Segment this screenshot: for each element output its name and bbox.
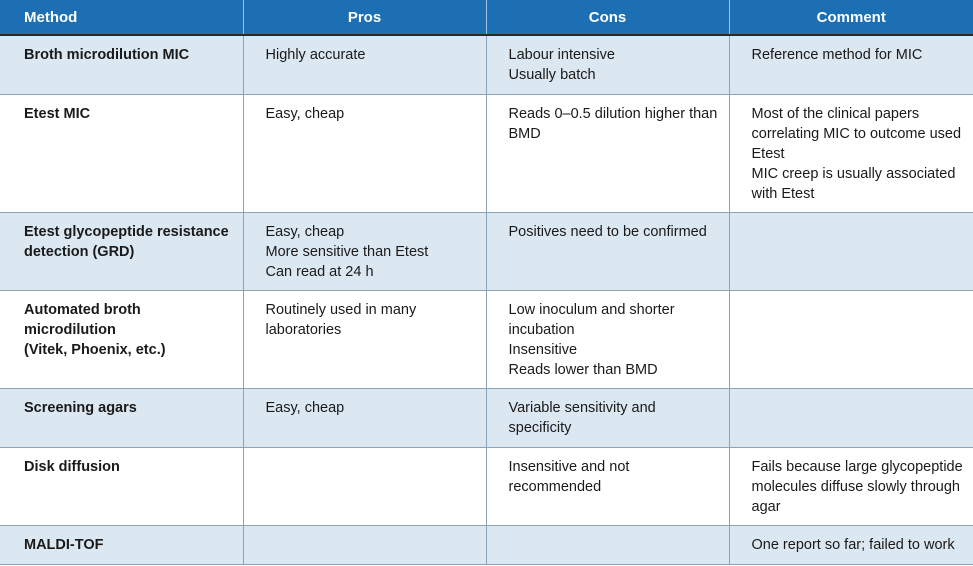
comment-cell <box>729 290 973 388</box>
table-row <box>0 388 973 447</box>
comment-text: correlating MIC to outcome used <box>751 125 962 142</box>
cons-text: incubation <box>508 321 575 338</box>
cons-text: recommended <box>508 478 602 495</box>
method-text: Etest glycopeptide resistance <box>24 223 229 240</box>
pros-text: laboratories <box>265 321 342 338</box>
comment-cell <box>729 212 973 290</box>
table-row <box>0 212 973 290</box>
comment-text: Most of the clinical papers <box>751 105 920 122</box>
comment-text: One report so far; failed to work <box>751 536 955 553</box>
pros-text: Easy, cheap <box>265 223 345 240</box>
method-cell <box>0 35 243 94</box>
header-method: Method <box>0 0 243 35</box>
method-text: Screening agars <box>24 399 137 416</box>
comment-text: Fails because large glycopeptide <box>751 458 963 475</box>
comment-cell <box>729 94 973 212</box>
cons-text: BMD <box>508 125 541 142</box>
pros-text: Highly accurate <box>265 47 366 63</box>
comment-text: Reference method for MIC <box>751 47 923 63</box>
pros-text: Easy, cheap <box>265 105 345 122</box>
cons-text: Positives need to be confirmed <box>508 223 707 240</box>
cons-text: specificity <box>508 419 572 436</box>
cons-text: Labour intensive <box>508 47 615 63</box>
method-cell <box>0 525 243 564</box>
method-text: (Vitek, Phoenix, etc.) <box>24 341 166 358</box>
header-cons: Cons <box>486 0 729 35</box>
table-header <box>0 0 973 35</box>
method-text: Etest MIC <box>24 105 91 122</box>
table-row <box>0 35 973 94</box>
method-cell <box>0 94 243 212</box>
pros-text: Easy, cheap <box>265 399 345 416</box>
header-pros: Pros <box>243 0 486 35</box>
method-text: Automated broth microdilution <box>24 301 141 338</box>
table-body <box>0 35 973 564</box>
table-row <box>0 290 973 388</box>
method-cell <box>0 388 243 447</box>
pros-text: More sensitive than Etest <box>265 243 429 260</box>
cons-cell <box>486 525 729 564</box>
method-text: Disk diffusion <box>24 458 120 475</box>
cons-cell <box>486 447 729 525</box>
cons-text: Reads 0–0.5 dilution higher than <box>508 105 718 122</box>
comment-cell <box>729 525 973 564</box>
cons-text: Variable sensitivity and <box>508 399 656 416</box>
comment-text: Etest <box>751 145 785 162</box>
method-text: Broth microdilution MIC <box>24 47 190 63</box>
method-text: detection (GRD) <box>24 243 135 260</box>
pros-cell <box>243 447 486 525</box>
comment-cell <box>729 388 973 447</box>
cons-cell <box>486 388 729 447</box>
pros-cell <box>243 290 486 388</box>
method-cell <box>0 447 243 525</box>
comment-text: molecules diffuse slowly through <box>751 478 960 495</box>
cons-text: Reads lower than BMD <box>508 361 658 378</box>
cons-cell <box>486 94 729 212</box>
pros-cell <box>243 212 486 290</box>
header-row <box>0 0 973 35</box>
pros-cell <box>243 94 486 212</box>
pros-text: Routinely used in many <box>265 301 417 318</box>
cons-cell <box>486 212 729 290</box>
pros-text: Can read at 24 h <box>265 263 374 280</box>
cons-text: Insensitive <box>508 341 578 358</box>
method-cell <box>0 212 243 290</box>
comment-text: agar <box>751 498 781 515</box>
cons-text: Usually batch <box>508 67 596 83</box>
cons-text: Low inoculum and shorter <box>508 301 675 318</box>
header-comment: Comment <box>729 0 973 35</box>
pros-cell <box>243 525 486 564</box>
method-cell <box>0 290 243 388</box>
table-row <box>0 447 973 525</box>
cons-cell <box>486 290 729 388</box>
comment-cell <box>729 35 973 94</box>
pros-cell <box>243 35 486 94</box>
pros-cell <box>243 388 486 447</box>
cons-text: Insensitive and not <box>508 458 630 475</box>
comment-text: with Etest <box>751 185 815 202</box>
table-row <box>0 525 973 564</box>
cons-cell <box>486 35 729 94</box>
comment-text: MIC creep is usually associated <box>751 165 956 182</box>
method-text: MALDI-TOF <box>24 536 104 553</box>
comment-cell <box>729 447 973 525</box>
table-row <box>0 94 973 212</box>
